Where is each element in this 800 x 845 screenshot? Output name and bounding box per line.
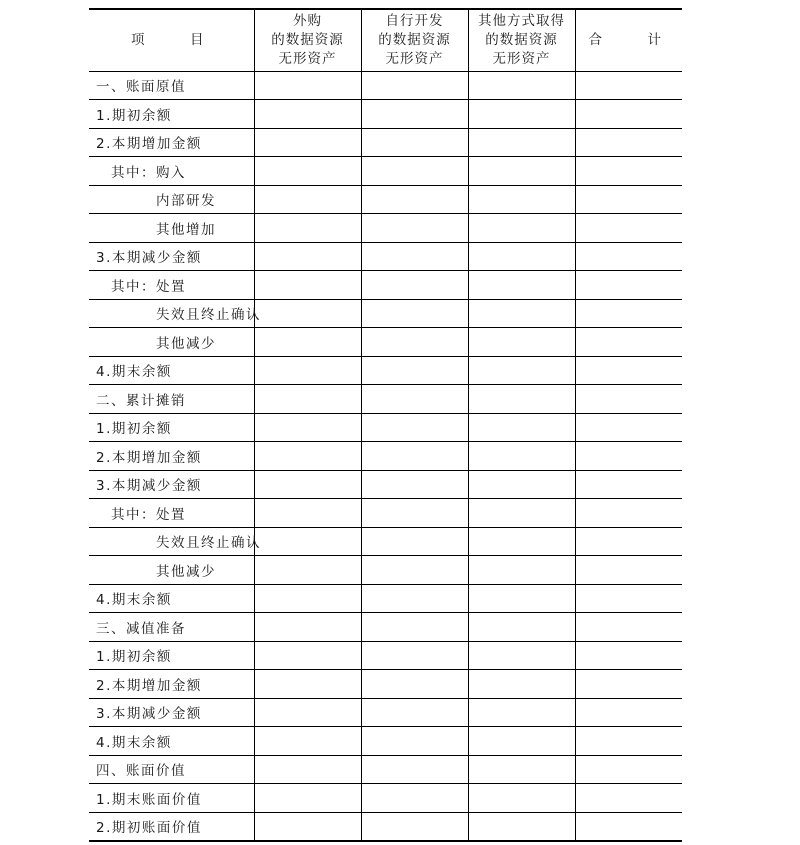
table-row bbox=[89, 556, 682, 585]
table-row bbox=[89, 356, 682, 385]
cell-other-acquired bbox=[468, 584, 575, 613]
row-label: 其中：购入 bbox=[89, 157, 254, 186]
row-label: 失效且终止确认 bbox=[89, 299, 254, 328]
cell-total bbox=[575, 157, 682, 186]
cell-other-acquired bbox=[468, 641, 575, 670]
cell-purchased bbox=[254, 470, 361, 499]
cell-other-acquired bbox=[468, 413, 575, 442]
cell-total bbox=[575, 499, 682, 528]
cell-purchased bbox=[254, 670, 361, 699]
cell-other-acquired bbox=[468, 328, 575, 357]
cell-self-developed bbox=[361, 470, 468, 499]
cell-self-developed bbox=[361, 71, 468, 100]
cell-self-developed bbox=[361, 784, 468, 813]
cell-total bbox=[575, 299, 682, 328]
cell-self-developed bbox=[361, 670, 468, 699]
cell-purchased bbox=[254, 499, 361, 528]
cell-purchased bbox=[254, 727, 361, 756]
cell-total bbox=[575, 185, 682, 214]
row-label: 1.期初余额 bbox=[89, 100, 254, 129]
header-other-acquired bbox=[468, 9, 575, 71]
cell-other-acquired bbox=[468, 385, 575, 414]
table-row bbox=[89, 812, 682, 841]
table-row bbox=[89, 613, 682, 642]
cell-total bbox=[575, 641, 682, 670]
row-label: 其中：处置 bbox=[89, 271, 254, 300]
table-row bbox=[89, 499, 682, 528]
row-label: 其中：处置 bbox=[89, 499, 254, 528]
header-item: 项 目 bbox=[89, 9, 254, 71]
cell-purchased bbox=[254, 385, 361, 414]
cell-self-developed bbox=[361, 271, 468, 300]
cell-purchased bbox=[254, 698, 361, 727]
cell-total bbox=[575, 613, 682, 642]
data-resource-intangible-assets-table bbox=[89, 8, 682, 842]
table-header-row bbox=[89, 9, 682, 71]
row-label: 4.期末余额 bbox=[89, 727, 254, 756]
table-row bbox=[89, 71, 682, 100]
cell-other-acquired bbox=[468, 812, 575, 841]
row-label: 3.本期减少金额 bbox=[89, 242, 254, 271]
header-other-acquired-line-3: 无形资产 bbox=[492, 50, 551, 67]
row-label: 2.本期增加金额 bbox=[89, 670, 254, 699]
table-row bbox=[89, 641, 682, 670]
cell-total bbox=[575, 784, 682, 813]
cell-self-developed bbox=[361, 812, 468, 841]
cell-self-developed bbox=[361, 128, 468, 157]
table-row bbox=[89, 242, 682, 271]
table-body bbox=[89, 71, 682, 841]
cell-other-acquired bbox=[468, 157, 575, 186]
cell-self-developed bbox=[361, 185, 468, 214]
cell-other-acquired bbox=[468, 356, 575, 385]
header-other-acquired-line-1: 其他方式取得 bbox=[478, 12, 565, 29]
cell-self-developed bbox=[361, 613, 468, 642]
cell-other-acquired bbox=[468, 613, 575, 642]
cell-self-developed bbox=[361, 698, 468, 727]
cell-other-acquired bbox=[468, 100, 575, 129]
table-row bbox=[89, 413, 682, 442]
cell-self-developed bbox=[361, 727, 468, 756]
row-label: 3.本期减少金额 bbox=[89, 698, 254, 727]
table-row bbox=[89, 527, 682, 556]
cell-purchased bbox=[254, 527, 361, 556]
table-row bbox=[89, 271, 682, 300]
table-row bbox=[89, 784, 682, 813]
row-label: 3.本期减少金额 bbox=[89, 470, 254, 499]
row-label: 一、账面原值 bbox=[89, 71, 254, 100]
cell-total bbox=[575, 442, 682, 471]
cell-total bbox=[575, 328, 682, 357]
cell-other-acquired bbox=[468, 470, 575, 499]
cell-self-developed bbox=[361, 385, 468, 414]
cell-purchased bbox=[254, 442, 361, 471]
cell-other-acquired bbox=[468, 242, 575, 271]
table-row bbox=[89, 385, 682, 414]
cell-purchased bbox=[254, 100, 361, 129]
cell-total bbox=[575, 100, 682, 129]
cell-purchased bbox=[254, 242, 361, 271]
table-row bbox=[89, 442, 682, 471]
table-row bbox=[89, 698, 682, 727]
header-purchased-line-1: 外购 bbox=[293, 12, 322, 29]
cell-other-acquired bbox=[468, 499, 575, 528]
cell-total bbox=[575, 698, 682, 727]
cell-purchased bbox=[254, 812, 361, 841]
cell-purchased bbox=[254, 613, 361, 642]
table-row bbox=[89, 299, 682, 328]
header-purchased bbox=[254, 9, 361, 71]
row-label: 2.本期增加金额 bbox=[89, 128, 254, 157]
row-label: 其他减少 bbox=[89, 328, 254, 357]
cell-total bbox=[575, 584, 682, 613]
cell-other-acquired bbox=[468, 727, 575, 756]
cell-total bbox=[575, 413, 682, 442]
header-other-acquired-line-2: 的数据资源 bbox=[485, 31, 558, 48]
row-label: 4.期末余额 bbox=[89, 584, 254, 613]
header-self-developed bbox=[361, 9, 468, 71]
row-label: 2.期初账面价值 bbox=[89, 812, 254, 841]
cell-other-acquired bbox=[468, 670, 575, 699]
cell-other-acquired bbox=[468, 214, 575, 243]
cell-self-developed bbox=[361, 499, 468, 528]
cell-total bbox=[575, 727, 682, 756]
table-row bbox=[89, 470, 682, 499]
row-label: 1.期初余额 bbox=[89, 641, 254, 670]
cell-purchased bbox=[254, 71, 361, 100]
cell-self-developed bbox=[361, 556, 468, 585]
cell-self-developed bbox=[361, 328, 468, 357]
row-label: 三、减值准备 bbox=[89, 613, 254, 642]
cell-other-acquired bbox=[468, 185, 575, 214]
cell-purchased bbox=[254, 413, 361, 442]
table-row bbox=[89, 670, 682, 699]
cell-purchased bbox=[254, 556, 361, 585]
row-label: 4.期末余额 bbox=[89, 356, 254, 385]
table-row bbox=[89, 157, 682, 186]
row-label: 失效且终止确认 bbox=[89, 527, 254, 556]
cell-total bbox=[575, 214, 682, 243]
cell-other-acquired bbox=[468, 442, 575, 471]
row-label: 四、账面价值 bbox=[89, 755, 254, 784]
cell-total bbox=[575, 242, 682, 271]
cell-purchased bbox=[254, 328, 361, 357]
cell-self-developed bbox=[361, 641, 468, 670]
table-row bbox=[89, 214, 682, 243]
cell-purchased bbox=[254, 584, 361, 613]
row-label: 1.期末账面价值 bbox=[89, 784, 254, 813]
cell-total bbox=[575, 527, 682, 556]
cell-total bbox=[575, 271, 682, 300]
cell-purchased bbox=[254, 356, 361, 385]
row-label: 其他增加 bbox=[89, 214, 254, 243]
cell-other-acquired bbox=[468, 784, 575, 813]
table-row bbox=[89, 128, 682, 157]
cell-self-developed bbox=[361, 527, 468, 556]
header-self-developed-line-2: 的数据资源 bbox=[378, 31, 451, 48]
cell-self-developed bbox=[361, 356, 468, 385]
cell-total bbox=[575, 755, 682, 784]
cell-self-developed bbox=[361, 214, 468, 243]
cell-total bbox=[575, 470, 682, 499]
cell-self-developed bbox=[361, 242, 468, 271]
cell-purchased bbox=[254, 271, 361, 300]
cell-total bbox=[575, 356, 682, 385]
cell-total bbox=[575, 385, 682, 414]
table-row bbox=[89, 328, 682, 357]
cell-total bbox=[575, 556, 682, 585]
row-label: 二、累计摊销 bbox=[89, 385, 254, 414]
cell-other-acquired bbox=[468, 556, 575, 585]
row-label: 1.期初余额 bbox=[89, 413, 254, 442]
row-label: 2.本期增加金额 bbox=[89, 442, 254, 471]
cell-self-developed bbox=[361, 299, 468, 328]
cell-other-acquired bbox=[468, 71, 575, 100]
cell-purchased bbox=[254, 784, 361, 813]
table-row bbox=[89, 100, 682, 129]
row-label: 其他减少 bbox=[89, 556, 254, 585]
table-row bbox=[89, 584, 682, 613]
cell-self-developed bbox=[361, 100, 468, 129]
cell-other-acquired bbox=[468, 527, 575, 556]
cell-other-acquired bbox=[468, 271, 575, 300]
cell-other-acquired bbox=[468, 299, 575, 328]
cell-self-developed bbox=[361, 413, 468, 442]
cell-self-developed bbox=[361, 755, 468, 784]
cell-purchased bbox=[254, 755, 361, 784]
header-purchased-line-2: 的数据资源 bbox=[271, 31, 344, 48]
cell-self-developed bbox=[361, 442, 468, 471]
cell-purchased bbox=[254, 299, 361, 328]
cell-purchased bbox=[254, 641, 361, 670]
table-row bbox=[89, 727, 682, 756]
cell-purchased bbox=[254, 214, 361, 243]
table-row bbox=[89, 755, 682, 784]
cell-total bbox=[575, 670, 682, 699]
cell-purchased bbox=[254, 185, 361, 214]
header-total: 合 计 bbox=[575, 9, 682, 71]
cell-total bbox=[575, 128, 682, 157]
cell-other-acquired bbox=[468, 755, 575, 784]
cell-purchased bbox=[254, 128, 361, 157]
cell-total bbox=[575, 71, 682, 100]
cell-purchased bbox=[254, 157, 361, 186]
cell-total bbox=[575, 812, 682, 841]
cell-other-acquired bbox=[468, 698, 575, 727]
cell-self-developed bbox=[361, 157, 468, 186]
header-purchased-line-3: 无形资产 bbox=[278, 50, 337, 67]
row-label: 内部研发 bbox=[89, 185, 254, 214]
header-self-developed-line-3: 无形资产 bbox=[385, 50, 444, 67]
header-self-developed-line-1: 自行开发 bbox=[385, 12, 444, 29]
cell-self-developed bbox=[361, 584, 468, 613]
cell-other-acquired bbox=[468, 128, 575, 157]
table-row bbox=[89, 185, 682, 214]
